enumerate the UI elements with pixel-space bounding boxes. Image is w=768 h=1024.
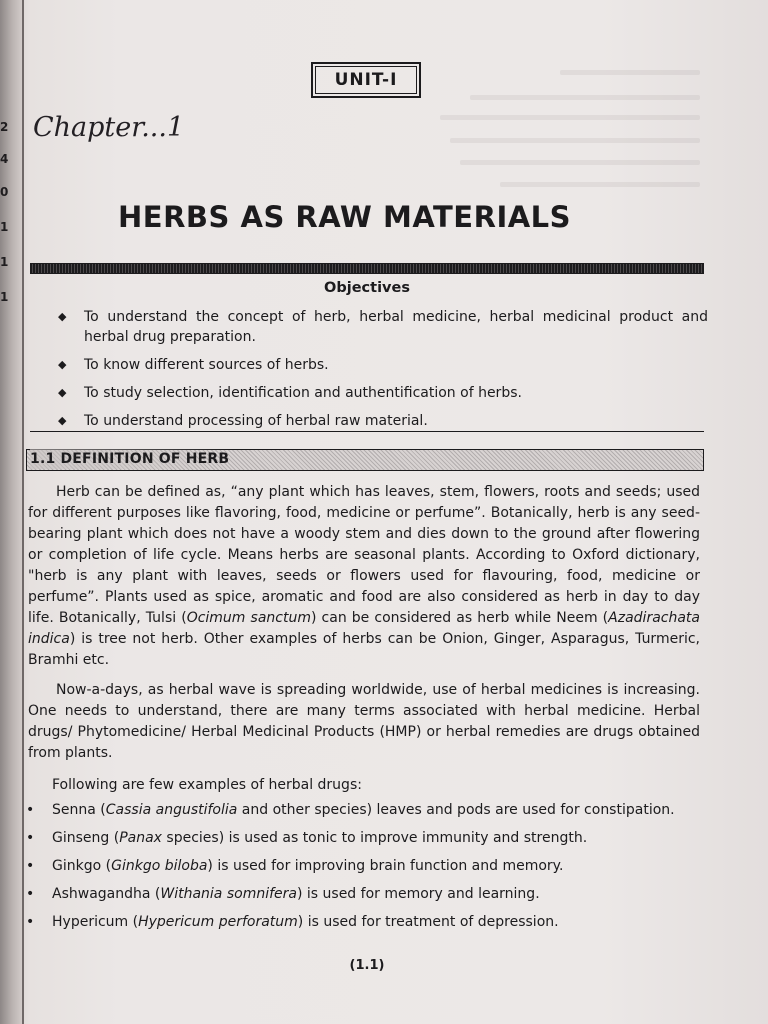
show-through-text <box>450 138 700 143</box>
show-through-text <box>560 70 700 75</box>
list-item: • Ginkgo (Ginkgo biloba) is used for improving brain function and memory. <box>26 856 706 877</box>
objective-item: ◆ To understand processing of herbal raw material. <box>58 413 428 429</box>
chapter-label: Chapter...1 <box>33 112 185 143</box>
margin-mark: 1 <box>0 290 9 304</box>
herbal-drug-examples <box>26 800 706 940</box>
margin-mark: 2 <box>0 120 9 134</box>
section-heading: 1.1 DEFINITION OF HERB <box>30 449 235 469</box>
list-item: • Hypericum (Hypericum perforatum) is used for treatment of depression. <box>26 912 706 933</box>
examples-intro: Following are few examples of herbal drugs: <box>52 777 362 793</box>
show-through-text <box>440 115 700 120</box>
margin-mark: 1 <box>0 255 9 269</box>
bullet-icon: • <box>26 858 35 874</box>
margin-mark: 1 <box>0 220 9 234</box>
objective-item: ◆ To study selection, identification and authentification of herbs. <box>58 385 522 401</box>
objectives-heading: Objectives <box>324 280 410 296</box>
diamond-bullet-icon: ◆ <box>58 386 67 399</box>
objective-item: ◆ To understand the concept of herb, herbal medicine, herbal medicinal product and herbal drug preparation. <box>58 309 708 345</box>
unit-label: UNIT-I <box>311 62 421 98</box>
title-rule <box>30 263 704 274</box>
page-number: (1.1) <box>349 958 385 973</box>
bullet-icon: • <box>26 886 35 902</box>
bullet-icon: • <box>26 802 35 818</box>
diamond-bullet-icon: ◆ <box>58 414 67 427</box>
show-through-text <box>500 182 700 187</box>
margin-mark: 4 <box>0 152 9 166</box>
list-item: • Ginseng (Panax species) is used as tonic to improve immunity and strength. <box>26 828 706 849</box>
diamond-bullet-icon: ◆ <box>58 310 67 323</box>
objectives-list <box>56 307 708 439</box>
margin-mark: 0 <box>0 185 9 199</box>
herbal-wave-paragraph: Now-a-days, as herbal wave is spreading worldwide, use of herbal medicines is increasing. One needs to understand, there are many terms associated with herbal medicine. Herbal drugs/ Phytomedicine/ Herbal Medicinal Products (HMP) or herbal remedies are drugs obtained from plants. <box>28 682 700 761</box>
diamond-bullet-icon: ◆ <box>58 358 67 371</box>
show-through-text <box>470 95 700 100</box>
objective-item: ◆ To know different sources of herbs. <box>58 357 329 373</box>
definition-paragraph: Herb can be defined as, “any plant which has leaves, stem, flowers, roots and seeds; used for different purposes like flavoring, food, medicine or perfume”. Botanically, herb is any seed-bearing plant which does not have a woody stem and dies down to the ground after flowering or completion of life cycle. Means herbs are seasonal plants. According to Oxford dictionary, "herb is any plant with leaves, seeds or flowers used for flavouring, food, medicine or perfume”. Plants used as spice, aromatic and food are also considered as herb in day to day life. Botanically, Tulsi (Ocimum sanctum) can be considered as herb while Neem (Azadirachata indica) is tree not herb. Other examples of herbs can be Onion, Ginger, Asparagus, Turmeric, Bramhi etc. <box>28 484 700 668</box>
bullet-icon: • <box>26 914 35 930</box>
list-item: • Senna (Cassia angustifolia and other species) leaves and pods are used for constipation. <box>26 800 706 821</box>
list-item: • Ashwagandha (Withania somnifera) is used for memory and learning. <box>26 884 706 905</box>
show-through-text <box>460 160 700 165</box>
bullet-icon: • <box>26 830 35 846</box>
book-spine-edge <box>22 0 24 1024</box>
objectives-rule <box>30 431 704 432</box>
chapter-title: HERBS AS RAW MATERIALS <box>118 200 572 234</box>
